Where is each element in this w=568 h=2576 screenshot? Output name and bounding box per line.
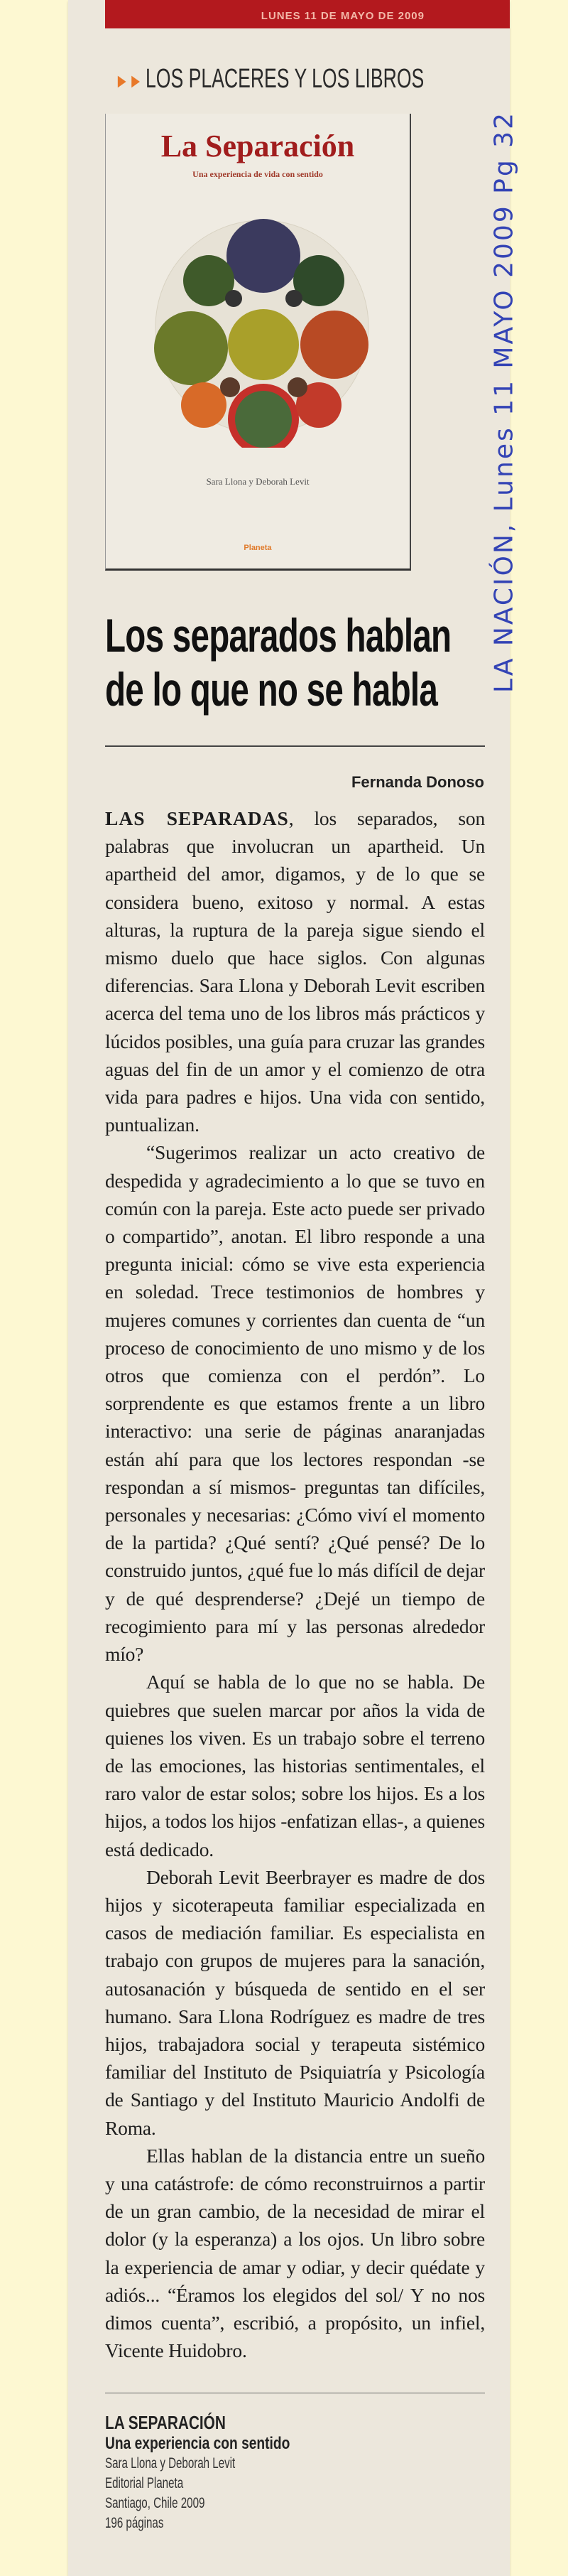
info-publisher: Editorial Planeta — [105, 2475, 184, 2492]
article-body — [105, 804, 485, 2364]
section-label: LOS PLACERES Y LOS LIBROS — [146, 64, 425, 94]
masthead-band — [105, 0, 510, 28]
cover-publisher-logo: Planeta — [244, 544, 272, 552]
info-title: LA SEPARACIÓN — [105, 2412, 226, 2434]
cover-subtitle: Una experiencia de vida con sentido — [192, 169, 323, 179]
paragraph: Deborah Levit Beerbrayer es madre de dos hijos y sicoterapeuta familiar especializada en casos de mediación familiar. Es especialista en trabajo con grupos de mujeres para la sanación, autosanación y búsqueda de sentido en el ser humano. Sara Llona Rodríguez es madre de tres hijos, trabajadora social y terapeuta sistémico familiar del Instituto de Psiquiatría y Psicología de Santiago y del Instituto Mauricio Andolfi de Roma. — [105, 1865, 485, 2139]
paragraph: “Sugerimos realizar un acto creativo de despedida y agradecimiento a lo que se tuvo en común con la pareja. Este acto puede ser privado o compartido”, anotan. El libro responde a una pregunta inicial: cómo se vive esta experiencia en soledad. Trece testimonios de hombres y mujeres comunes y corrientes dan cuenta de “un proceso de conocimiento de uno mismo y de los otros que comienza con el perdón”. Lo sorprendente es que estamos frente a un libro interactivo: una serie de páginas anaranjadas están ahí para que los lectores respondan -se respondan a sí mismos- preguntas tan difíciles, personales y necesarias: ¿Cómo viví el momento de la partida? ¿Qué sentí? ¿Qué pensé? De lo construido juntos, ¿qué fue lo más difícil de dejar y de qué desprenderse? ¿Dejé un tiempo de recogimiento para mí y las personas alrededor mío? — [105, 1141, 485, 1666]
info-pages: 196 páginas — [105, 2515, 164, 2532]
book-info — [105, 2412, 485, 2533]
section-header — [115, 64, 424, 95]
paragraph — [105, 804, 485, 1138]
article-column — [105, 804, 485, 2533]
byline: Fernanda Donoso — [351, 773, 484, 791]
headline-line: de lo que no se habla — [105, 663, 438, 716]
masthead-date: LUNES 11 DE MAYO DE 2009 — [261, 10, 425, 22]
info-authors: Sara Llona y Deborah Levit — [105, 2455, 236, 2472]
info-subtitle: Una experiencia con sentido — [105, 2434, 290, 2454]
paragraph-text: , los separados, son palabras que involucran un apartheid. Un apartheid del amor, digamos, y de lo que se considera bueno, exitoso y normal. A estas alturas, la ruptura de la pareja sigue siendo el mismo duelo que hace siglos. Con algunas diferencias. Sara Llona y Deborah Levit escriben acerca del tema uno de los libros más prácticos y lúcidos posibles, una guía para cruzar las grandes aguas del fin de un amor y el comienzo de otra vida para padres e hijos. Una vida con sentido, puntualizan. — [105, 807, 485, 1136]
lead-in: LAS SEPARADAS — [105, 807, 289, 829]
double-arrow-icon: ►► — [115, 70, 143, 92]
book-cover — [105, 114, 411, 571]
paragraph: Ellas hablan de la distancia entre un sueño y una catástrofe: de cómo reconstruirnos a partir de un gran cambio, de la necesidad de mirar el dolor (y la esperanza) a los ojos. Un libro sobre la experiencia de amar y odiar, y decir quédate y adiós... “Éramos los elegidos del sol/ Y no nos dimos cuenta”, escribió, a propósito, un infiel, Vicente Huidobro. — [105, 2144, 485, 2362]
cover-authors: Sara Llona y Deborah Levit — [206, 476, 310, 487]
article-headline — [105, 608, 451, 716]
handwritten-annotation: LA NACIÓN, Lunes 11 MAYO 2009 Pg 32 — [489, 111, 519, 694]
cover-title: La Separación — [160, 129, 355, 163]
cover-illustration — [148, 206, 376, 448]
paragraph: Aquí se habla de lo que no se habla. De quiebres que suelen marcar por años la vida de quienes los viven. Es un trabajo sobre el terreno de las emociones, las historias sentimentales, el raro valor de estar solos; sobre los hijos. Es a los hijos, a todos los hijos -enfatizan ellas-, a quienes está dedicado. — [105, 1671, 485, 1860]
info-place-year: Santiago, Chile 2009 — [105, 2495, 205, 2512]
headline-line: Los separados hablan — [105, 609, 452, 662]
divider — [105, 745, 485, 747]
